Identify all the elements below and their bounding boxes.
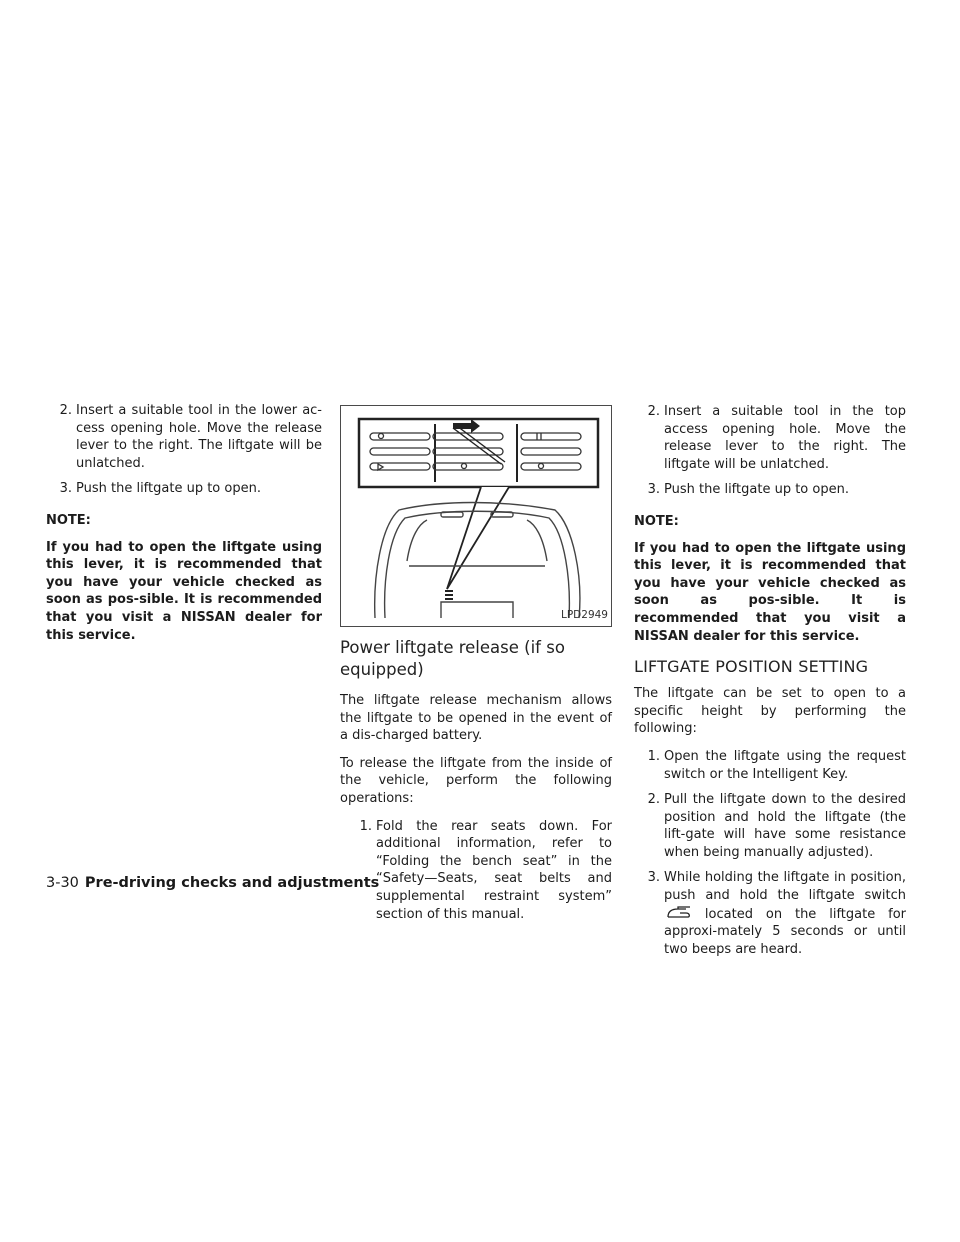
step-text [664, 869, 906, 958]
power-liftgate-release-heading: Power liftgate release (if so equipped) [340, 638, 565, 679]
liftgate-position-setting-heading: LIFTGATE POSITION SETTING [634, 657, 869, 677]
step-number: 2. [647, 792, 660, 808]
step-text: Insert a suitable tool in the top access opening hole. Move the release lever to the right. The liftgate will be unlatched. [664, 404, 906, 472]
chapter-title: Pre-driving checks and adjustments [84, 875, 380, 891]
liftgate-switch-icon [666, 905, 692, 921]
middle-column [340, 405, 612, 931]
setting-step-1 [634, 748, 906, 783]
step-text-part: While holding the liftgate in position, push and hold the liftgate switch [664, 870, 906, 904]
step-3-push-up [634, 481, 906, 499]
page-number: 3-30 [46, 875, 79, 891]
page-footer [46, 875, 379, 891]
note-body: If you had to open the liftgate using this lever, it is recommended that you have your vehicle checked as soon as pos-sible. It is recommended that you visit a NISSAN dealer for this service. [634, 540, 906, 644]
step-number: 2. [59, 403, 72, 418]
step-text: Insert a suitable tool in the lower ac-cess opening hole. Move the release lever to the right. The liftgate will be unlatched. [76, 403, 322, 471]
step-2-top-access [634, 403, 906, 473]
step-number: 1. [647, 748, 660, 764]
step-text: Push the liftgate up to open. [76, 481, 261, 497]
note-heading: NOTE: [634, 513, 679, 529]
step-number: 3. [647, 870, 660, 886]
setting-step-2 [634, 791, 906, 861]
left-column [46, 402, 322, 656]
step-3-push-up [46, 480, 322, 498]
figure-code: LPD2949 [561, 609, 608, 622]
note-heading: NOTE: [46, 512, 91, 528]
step-text: Pull the liftgate down to the desired position and hold the liftgate (the lift-gate will have some resistance when being manually adjusted). [664, 792, 906, 860]
right-column [634, 403, 906, 966]
note-body: If you had to open the liftgate using this lever, it is recommended that you have your vehicle checked as soon as pos-sible. It is recommended that you visit a NISSAN dealer for this service. [46, 539, 322, 643]
step-text: Push the liftgate up to open. [664, 482, 849, 498]
step-1-fold-seats [340, 818, 612, 924]
paragraph: The liftgate release mechanism allows the liftgate to be opened in the event of a dis-charged battery. [340, 693, 612, 744]
step-2-lower-access [46, 402, 322, 472]
setting-step-3 [634, 869, 906, 958]
liftgate-release-figure [340, 405, 612, 627]
step-number: 3. [59, 481, 72, 497]
liftgate-illustration [341, 406, 613, 628]
step-number: 2. [647, 404, 660, 419]
step-number: 3. [647, 482, 660, 498]
step-number: 1. [359, 818, 372, 834]
step-text-part: located on the liftgate for approxi-mately 5 seconds or until two beeps are heard. [664, 906, 906, 957]
paragraph: The liftgate can be set to open to a specific height by performing the following: [634, 686, 906, 737]
paragraph: To release the liftgate from the inside of the vehicle, perform the following operations: [340, 755, 612, 806]
step-text: Fold the rear seats down. For additional information, refer to “Folding the bench seat” in the “Safety—Seats, seat belts and supplemental restraint system” section of this manual. [376, 818, 612, 922]
step-text: Open the liftgate using the request switch or the Intelligent Key. [664, 748, 906, 782]
